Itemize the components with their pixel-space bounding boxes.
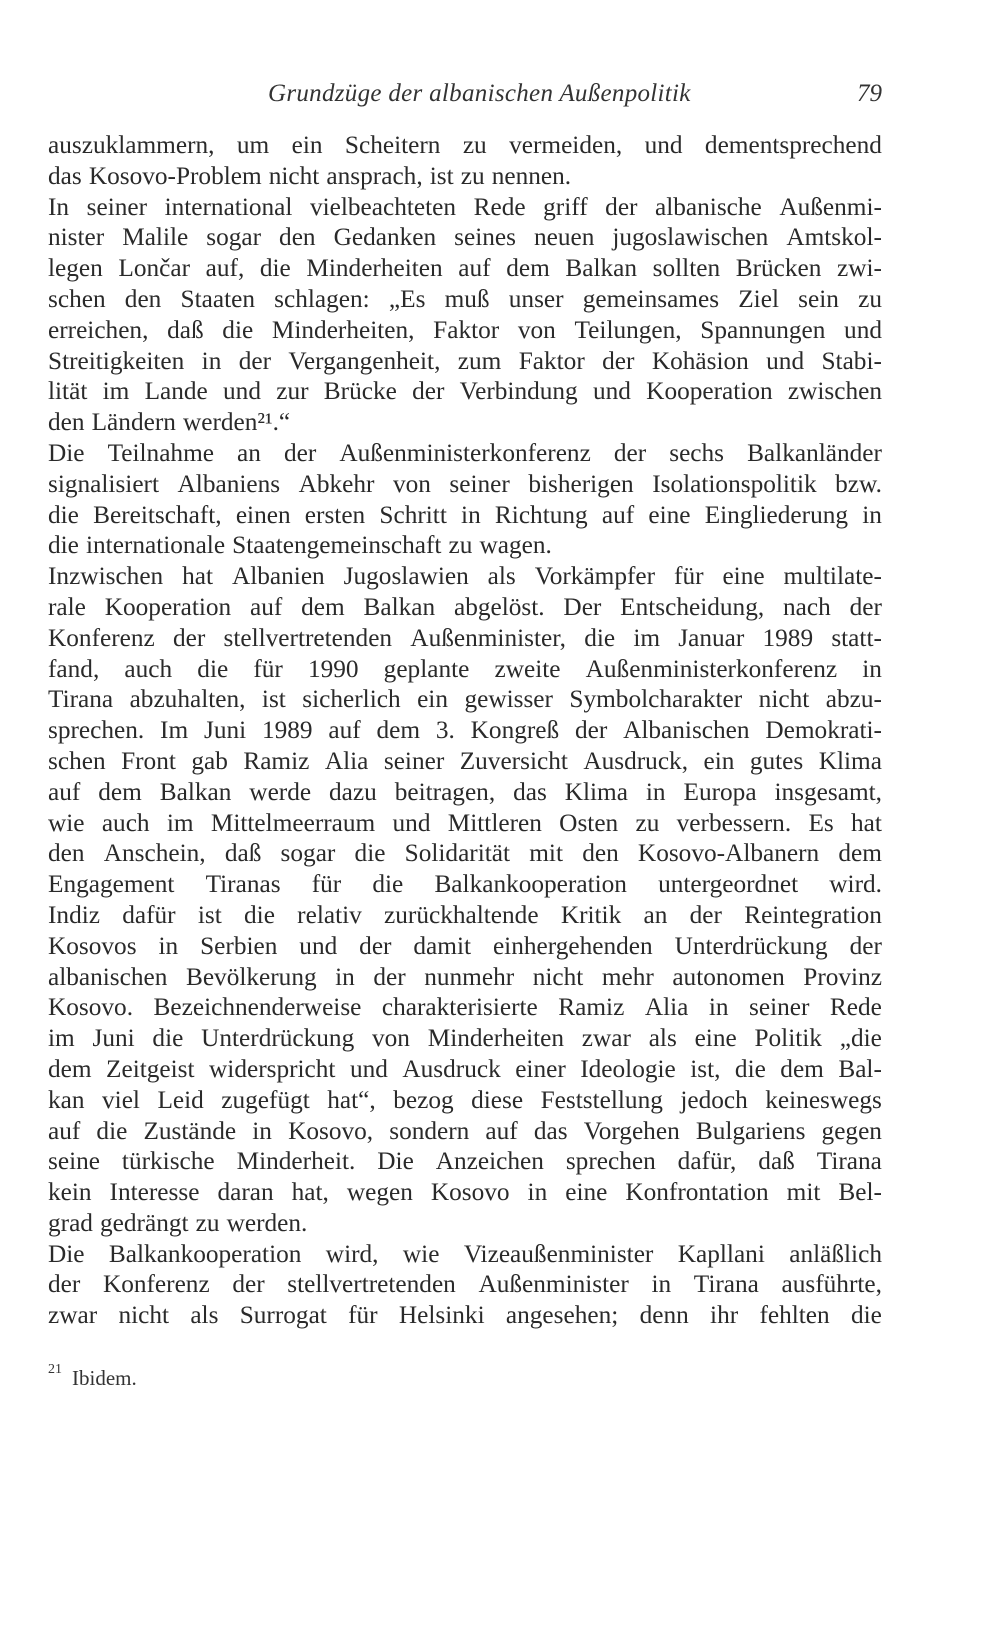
text-line: schen Front gab Ramiz Alia seiner Zuversicht Ausdruck, ein gutes Klima	[48, 746, 882, 775]
text-line: wie auch im Mittelmeerraum und Mittleren Osten zu verbessern. Es hat	[48, 808, 882, 837]
text-line: auszuklammern, um ein Scheitern zu vermeiden, und dementsprechend	[48, 131, 882, 159]
text-line: auf dem Balkan werde dazu beitragen, das Klima in Europa insgesamt,	[48, 777, 882, 806]
text-line: zwar nicht als Surrogat für Helsinki angesehen; denn ihr fehlten die	[48, 1301, 882, 1330]
text-line: Kosovo. Bezeichnenderweise charakterisierte Ramiz Alia in seiner Rede	[48, 993, 882, 1022]
text-line: fand, auch die für 1990 geplante zweite Außenministerkonferenz in	[48, 654, 882, 683]
text-line: sprechen. Im Juni 1989 auf dem 3. Kongreß der Albanischen Demokrati-	[48, 716, 882, 745]
running-title: Grundzüge der albanischen Außenpolitik	[268, 80, 691, 107]
text-line: im Juni die Unterdrückung von Minderheiten zwar als eine Politik „die	[48, 1024, 882, 1053]
footnote-text: Ibidem.	[72, 1366, 137, 1390]
text-line: In seiner international vielbeachteten Rede griff der albanische Außenmi-	[48, 192, 882, 221]
text-line: die internationale Staatengemeinschaft zu wagen.	[48, 531, 552, 560]
text-line: die Bereitschaft, einen ersten Schritt in Richtung auf eine Eingliederung in	[48, 500, 882, 529]
text-line: Engagement Tiranas für die Balkankooperation untergeordnet wird.	[48, 870, 882, 899]
text-line: seine türkische Minderheit. Die Anzeichen sprechen dafür, daß Tirana	[48, 1147, 882, 1176]
text-line: erreichen, daß die Minderheiten, Faktor von Teilungen, Spannungen und	[48, 315, 882, 344]
text-line: der Konferenz der stellvertretenden Außenminister in Tirana ausführte,	[48, 1270, 882, 1299]
text-line: dem Zeitgeist widerspricht und Ausdruck einer Ideologie ist, die dem Bal-	[48, 1054, 882, 1083]
text-line: lität im Lande und zur Brücke der Verbindung und Kooperation zwischen	[48, 377, 882, 406]
running-header	[48, 76, 882, 116]
body-text	[48, 130, 882, 1331]
text-line: Inzwischen hat Albanien Jugoslawien als Vorkämpfer für eine multilate-	[48, 562, 882, 591]
text-line: kan viel Leid zugefügt hat“, bezog diese Feststellung jedoch keineswegs	[48, 1085, 882, 1114]
text-line: schen den Staaten schlagen: „Es muß unser gemeinsames Ziel sein zu	[48, 284, 882, 313]
text-line: albanischen Bevölkerung in der nunmehr nicht mehr autonomen Provinz	[48, 962, 882, 991]
text-line: Tirana abzuhalten, ist sicherlich ein gewisser Symbolcharakter nicht abzu-	[48, 685, 882, 714]
text-line: das Kosovo-Problem nicht ansprach, ist zu nennen.	[48, 161, 572, 190]
footnote-number: 21	[48, 1362, 62, 1377]
text-line: nister Malile sogar den Gedanken seines neuen jugoslawischen Amtskol-	[48, 223, 882, 252]
text-line: rale Kooperation auf dem Balkan abgelöst. Der Entscheidung, nach der	[48, 592, 882, 621]
text-line: auf die Zustände in Kosovo, sondern auf das Vorgehen Bulgariens gegen	[48, 1116, 882, 1145]
text-line: legen Lončar auf, die Minderheiten auf dem Balkan sollten Brücken zwi-	[48, 254, 882, 283]
text-line: Streitigkeiten in der Vergangenheit, zum Faktor der Kohäsion und Stabi-	[48, 346, 882, 375]
text-line: kein Interesse daran hat, wegen Kosovo in eine Konfrontation mit Bel-	[48, 1178, 882, 1207]
text-line: den Anschein, daß sogar die Solidarität mit den Kosovo-Albanern dem	[48, 839, 882, 868]
page-number: 79	[857, 80, 882, 107]
text-line: signalisiert Albaniens Abkehr von seiner bisherigen Isolationspolitik bzw.	[48, 469, 882, 498]
footnote	[48, 1362, 137, 1391]
text-line: Die Balkankooperation wird, wie Vizeaußenminister Kapllani anläßlich	[48, 1239, 882, 1268]
text-line: den Ländern werden²¹.“	[48, 408, 291, 437]
text-line: Konferenz der stellvertretenden Außenminister, die im Januar 1989 statt-	[48, 623, 882, 652]
text-line: Indiz dafür ist die relativ zurückhaltende Kritik an der Reintegration	[48, 900, 882, 929]
text-line: grad gedrängt zu werden.	[48, 1208, 308, 1237]
text-line: Die Teilnahme an der Außenministerkonferenz der sechs Balkanländer	[48, 438, 882, 467]
text-line: Kosovos in Serbien und der damit einhergehenden Unterdrückung der	[48, 931, 882, 960]
